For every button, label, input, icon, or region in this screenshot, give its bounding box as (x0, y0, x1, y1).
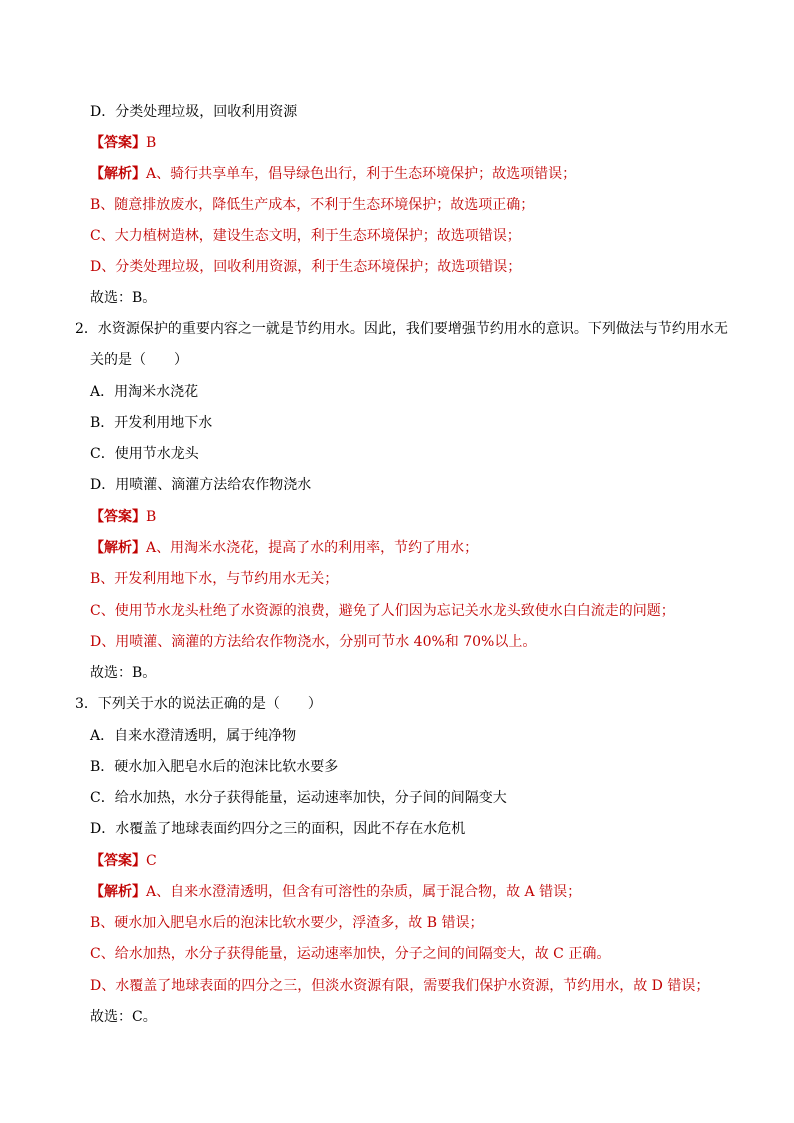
q2-option-b: B．开发利用地下水 (90, 415, 213, 431)
q1-analysis-b: B、随意排放废水，降低生产成本，不利于生态环境保护；故选项正确； (90, 197, 535, 213)
q3-option-c: C．给水加热，水分子获得能量，运动速率加快，分子间的间隔变大 (90, 790, 507, 806)
q1-answer (90, 133, 156, 153)
analysis-text: A、骑行共享单车，倡导绿色出行，利于生态环境保护；故选项错误； (146, 166, 577, 182)
answer-tag: 【答案】 (90, 853, 146, 869)
q2-option-d: D．用喷灌、滴灌方法给农作物浇水 (90, 477, 312, 493)
answer-tag: 【答案】 (90, 509, 146, 525)
answer-value: B (146, 509, 157, 525)
analysis-tag: 【解析】 (90, 540, 146, 556)
q2-analysis-c: C、使用节水龙头杜绝了水资源的浪费，避免了人们因为忘记关水龙头致使水白白流走的问题； (90, 603, 675, 619)
q2-option-a: A．用淘米水浇花 (90, 384, 199, 400)
q2-analysis-b: B、开发利用地下水，与节约用水无关； (90, 571, 339, 587)
q2-option-c: C．使用节水龙头 (90, 446, 199, 462)
q2-stem-line1: 2．水资源保护的重要内容之一就是节约用水。因此，我们要增强节约用水的意识。下列做法与节约用水无 (75, 321, 728, 337)
q1-option-d: D．分类处理垃圾，回收利用资源 (90, 104, 298, 120)
q1-conclusion: 故选：B。 (90, 290, 157, 306)
q1-analysis-c: C、大力植树造林，建设生态文明，利于生态环境保护；故选项错误； (90, 228, 521, 244)
q3-answer (90, 851, 157, 871)
q3-conclusion: 故选：C。 (90, 1009, 157, 1025)
q2-analysis-a (90, 538, 478, 558)
answer-value: B (146, 135, 157, 151)
q3-analysis-d: D、水覆盖了地球表面的四分之三，但淡水资源有限，需要我们保护水资源，节约用水，故 D 错误； (90, 978, 710, 994)
analysis-text: A、自来水澄清透明，但含有可溶性的杂质，属于混合物，故 A 错误； (146, 884, 582, 900)
analysis-text: A、用淘米水浇花，提高了水的利用率，节约了用水； (146, 540, 479, 556)
q2-answer (90, 507, 156, 527)
q2-stem-line2: 关的是（ ） (90, 352, 188, 368)
q3-option-b: B．硬水加入肥皂水后的泡沫比软水要多 (90, 759, 339, 775)
q3-analysis-b: B、硬水加入肥皂水后的泡沫比软水要少，浮渣多，故 B 错误； (90, 915, 484, 931)
q2-conclusion: 故选：B。 (90, 665, 157, 681)
q3-analysis-a (90, 882, 581, 902)
q3-stem: 3．下列关于水的说法正确的是（ ） (75, 696, 322, 712)
q3-analysis-c: C、给水加热，水分子获得能量，运动速率加快，分子之间的间隔变大，故 C 正确。 (90, 946, 611, 962)
q1-analysis-d: D、分类处理垃圾，回收利用资源，利于生态环境保护；故选项错误； (90, 259, 522, 275)
q1-analysis-a (90, 164, 576, 184)
analysis-tag: 【解析】 (90, 884, 146, 900)
q2-analysis-d: D、用喷灌、滴灌的方法给农作物浇水，分别可节水 40%和 70%以上。 (90, 634, 537, 650)
answer-value: C (146, 853, 157, 869)
answer-tag: 【答案】 (90, 135, 146, 151)
q3-option-d: D．水覆盖了地球表面约四分之三的面积，因此不存在水危机 (90, 821, 466, 837)
analysis-tag: 【解析】 (90, 166, 146, 182)
q3-option-a: A．自来水澄清透明，属于纯净物 (90, 728, 297, 744)
